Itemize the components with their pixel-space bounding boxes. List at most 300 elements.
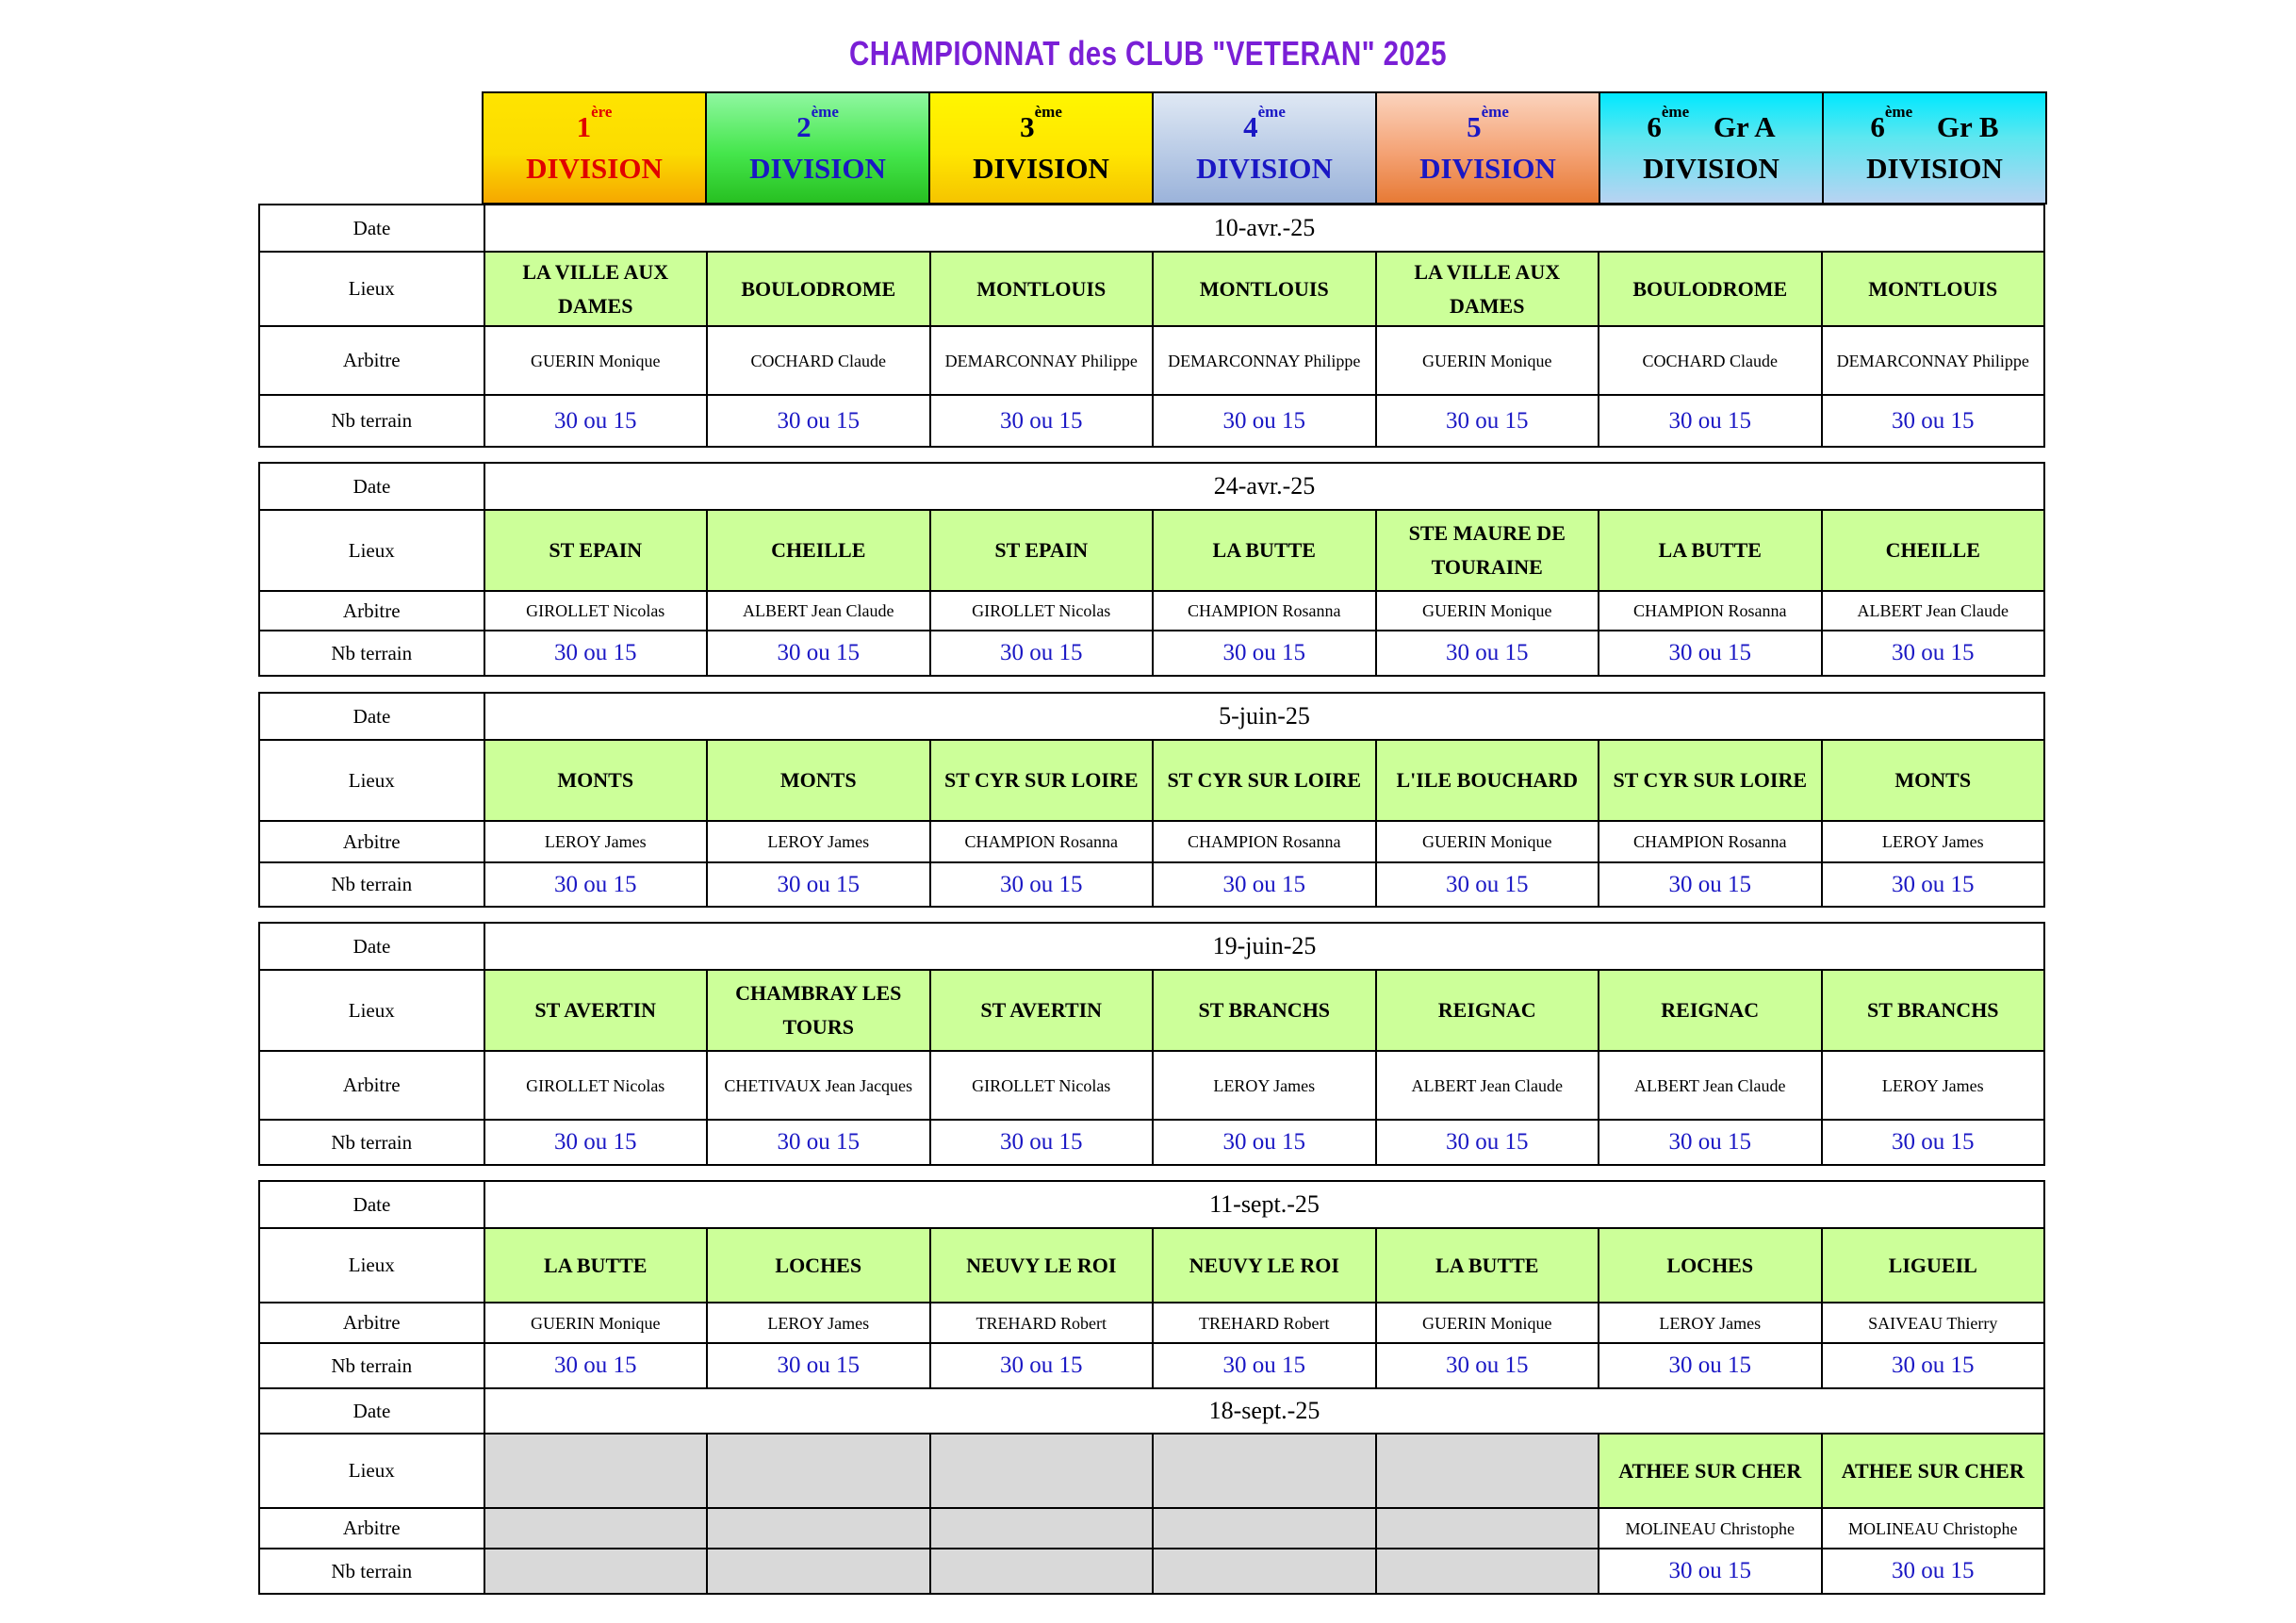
terrain-cell <box>1821 631 2044 675</box>
division-number <box>484 103 705 144</box>
division-number <box>930 103 1152 144</box>
terrain-cell-text: 30 ou 15 <box>1892 1129 1975 1155</box>
referee-cell-text: LEROY James <box>1659 1313 1762 1333</box>
table-row <box>260 394 2043 446</box>
referee-cell <box>1152 592 1375 630</box>
venue-cell <box>1375 971 1599 1050</box>
terrain-cell-text: 30 ou 15 <box>554 1352 637 1378</box>
referee-cell <box>929 1509 1153 1548</box>
terrain-cell <box>929 631 1153 675</box>
nb-terrain-label-text: Nb terrain <box>331 1353 413 1377</box>
venue-cell-text: REIGNAC <box>1437 998 1536 1022</box>
round-date-text: 24-avr.-25 <box>1213 472 1316 500</box>
table-row <box>260 1050 2043 1119</box>
division-number <box>1600 103 1822 144</box>
referee-cell <box>1152 1509 1375 1548</box>
arbitre-label <box>260 1509 484 1548</box>
referee-cell-text: TREHARD Robert <box>976 1313 1107 1333</box>
terrain-cell <box>484 1549 707 1593</box>
division-header-4 <box>1152 91 1377 205</box>
nb-terrain-label-text: Nb terrain <box>331 873 413 895</box>
venue-cell <box>484 741 707 820</box>
referee-cell <box>484 1303 707 1342</box>
terrain-cell-text: 30 ou 15 <box>1000 871 1083 897</box>
lieux-label <box>260 741 484 820</box>
venue-cell-text: ATHEE SUR CHER <box>1841 1458 2025 1483</box>
referee-cell <box>706 592 929 630</box>
lieux-label <box>260 1229 484 1302</box>
referee-cell <box>706 1303 929 1342</box>
referee-cell <box>1152 1052 1375 1119</box>
terrain-cell <box>1375 1549 1599 1593</box>
date-label <box>260 464 484 509</box>
table-row <box>260 694 2043 739</box>
referee-cell-text: COCHARD Claude <box>750 351 886 370</box>
terrain-cell <box>706 1121 929 1164</box>
referee-cell <box>706 1509 929 1548</box>
lieux-label-text: Lieux <box>348 1459 395 1482</box>
table-row <box>260 1507 2043 1548</box>
date-label <box>260 694 484 739</box>
division-label: DIVISION <box>1643 152 1779 185</box>
venue-cell-text: LA VILLE AUX DAMES <box>522 259 669 318</box>
venue-cell <box>929 253 1153 325</box>
referee-cell-text: TREHARD Robert <box>1199 1313 1330 1333</box>
venue-cell <box>706 1229 929 1302</box>
arbitre-label <box>260 327 484 394</box>
arbitre-label-text: Arbitre <box>342 829 401 853</box>
terrain-cell-text: 30 ou 15 <box>777 1352 860 1378</box>
date-label-text: Date <box>353 1399 391 1422</box>
terrain-cell-text: 30 ou 15 <box>1668 871 1751 897</box>
venue-cell-text: LA VILLE AUX DAMES <box>1414 259 1561 318</box>
referee-cell <box>1375 1052 1599 1119</box>
arbitre-label-text: Arbitre <box>342 598 401 622</box>
terrain-cell-text: 30 ou 15 <box>1000 1129 1083 1155</box>
table-row <box>260 1387 2043 1433</box>
venue-cell <box>1821 1229 2044 1302</box>
venue-cell-text: MONTS <box>779 768 857 792</box>
venue-cell-text: LA BUTTE <box>1658 538 1762 562</box>
arbitre-label-text: Arbitre <box>342 349 401 371</box>
referee-cell <box>1152 327 1375 394</box>
referee-cell-text: ALBERT Jean Claude <box>742 601 894 620</box>
terrain-cell <box>929 1344 1153 1387</box>
referee-cell <box>1152 1303 1375 1342</box>
referee-cell <box>1821 1509 2044 1548</box>
referee-cell <box>1598 1052 1821 1119</box>
terrain-cell-text: 30 ou 15 <box>777 871 860 897</box>
venue-cell <box>1821 741 2044 820</box>
terrain-cell-text: 30 ou 15 <box>1668 1558 1751 1583</box>
referee-cell-text: CHAMPION Rosanna <box>1632 832 1787 851</box>
arbitre-label <box>260 1052 484 1119</box>
referee-cell <box>1375 592 1599 630</box>
terrain-cell <box>929 863 1153 906</box>
lieux-label <box>260 1434 484 1507</box>
referee-cell <box>1821 1303 2044 1342</box>
referee-cell-text: LEROY James <box>1213 1075 1316 1095</box>
round-block <box>258 692 2045 908</box>
table-row <box>260 1302 2043 1342</box>
nb-terrain-label <box>260 1549 484 1593</box>
round-block <box>258 1180 2045 1595</box>
venue-cell <box>929 1229 1153 1302</box>
table-row <box>260 820 2043 861</box>
terrain-cell-text: 30 ou 15 <box>1446 1129 1529 1155</box>
terrain-cell <box>1152 1121 1375 1164</box>
round-date <box>484 205 2043 251</box>
lieux-label-text: Lieux <box>348 538 395 562</box>
venue-cell-text: LIGUEIL <box>1888 1253 1977 1277</box>
round-date <box>484 694 2043 739</box>
venue-cell-text: LOCHES <box>1666 1253 1754 1277</box>
terrain-cell-text: 30 ou 15 <box>554 640 637 665</box>
round-date-text: 5-juin-25 <box>1219 702 1310 730</box>
referee-cell <box>1821 1052 2044 1119</box>
terrain-cell <box>1375 863 1599 906</box>
division-number-text: 1 <box>576 110 592 143</box>
terrain-cell-text: 30 ou 15 <box>1222 640 1305 665</box>
referee-cell <box>929 1052 1153 1119</box>
table-row <box>260 1182 2043 1227</box>
division-group: Gr A <box>1706 110 1776 143</box>
referee-cell-text: COCHARD Claude <box>1642 351 1778 370</box>
venue-cell <box>1152 971 1375 1050</box>
venue-cell-text: LA BUTTE <box>544 1253 648 1277</box>
referee-cell-text: ALBERT Jean Claude <box>1633 1075 1786 1095</box>
terrain-cell <box>1598 631 1821 675</box>
referee-cell-text: ALBERT Jean Claude <box>1411 1075 1564 1095</box>
venue-cell <box>929 511 1153 590</box>
division-number-text: 5 <box>1467 110 1482 143</box>
referee-cell <box>484 1052 707 1119</box>
venue-cell <box>1152 1229 1375 1302</box>
terrain-cell <box>706 1549 929 1593</box>
venue-cell <box>1375 511 1599 590</box>
terrain-cell <box>1152 631 1375 675</box>
venue-cell <box>1152 741 1375 820</box>
venue-cell <box>929 1434 1153 1507</box>
terrain-cell <box>1152 1549 1375 1593</box>
round-block <box>258 462 2045 677</box>
venue-cell <box>706 253 929 325</box>
venue-cell <box>1821 253 2044 325</box>
referee-cell-text: MOLINEAU Christophe <box>1848 1518 2018 1538</box>
venue-cell-text: STE MAURE DE TOURAINE <box>1408 521 1566 579</box>
division-number-text: 2 <box>796 110 812 143</box>
venue-cell <box>1152 1434 1375 1507</box>
venue-cell <box>484 971 707 1050</box>
venue-cell-text: ST CYR SUR LOIRE <box>943 768 1139 792</box>
division-number-text: 3 <box>1020 110 1035 143</box>
terrain-cell <box>484 1121 707 1164</box>
venue-cell <box>1598 511 1821 590</box>
terrain-cell-text: 30 ou 15 <box>554 407 637 434</box>
arbitre-label-text: Arbitre <box>342 1311 401 1334</box>
referee-cell-text: GIROLLET Nicolas <box>972 601 1111 620</box>
lieux-label <box>260 511 484 590</box>
arbitre-label-text: Arbitre <box>342 1074 401 1096</box>
referee-cell-text: LEROY James <box>1881 1075 1984 1095</box>
venue-cell-text: MONTS <box>557 768 634 792</box>
venue-cell <box>1598 253 1821 325</box>
nb-terrain-label <box>260 1121 484 1164</box>
terrain-cell <box>1152 396 1375 446</box>
venue-cell <box>1821 511 2044 590</box>
terrain-cell <box>1152 1344 1375 1387</box>
division-ordinal: ème <box>1257 103 1286 121</box>
referee-cell <box>706 327 929 394</box>
terrain-cell-text: 30 ou 15 <box>1446 407 1529 434</box>
terrain-cell-text: 30 ou 15 <box>1446 640 1529 665</box>
round-date-text: 11-sept.-25 <box>1209 1190 1320 1218</box>
terrain-cell <box>1375 1121 1599 1164</box>
terrain-cell <box>706 396 929 446</box>
terrain-cell-text: 30 ou 15 <box>1000 407 1083 434</box>
venue-cell-text: MONTS <box>1894 768 1972 792</box>
terrain-cell <box>706 631 929 675</box>
round-date <box>484 924 2043 969</box>
round-date-text: 19-juin-25 <box>1212 932 1317 959</box>
referee-cell-text: CHAMPION Rosanna <box>1187 832 1341 851</box>
division-ordinal: ème <box>1884 103 1913 121</box>
venue-cell-text: L'ILE BOUCHARD <box>1396 768 1579 792</box>
division-header-7 <box>1822 91 2047 205</box>
terrain-cell <box>1598 396 1821 446</box>
referee-cell <box>1598 327 1821 394</box>
referee-cell-text: LEROY James <box>1881 832 1984 851</box>
nb-terrain-label-text: Nb terrain <box>331 641 413 664</box>
terrain-cell <box>1598 1344 1821 1387</box>
table-row <box>260 1119 2043 1164</box>
nb-terrain-label <box>260 863 484 906</box>
venue-cell-text: ST BRANCHS <box>1866 998 1999 1022</box>
venue-cell-text: ST CYR SUR LOIRE <box>1167 768 1362 792</box>
referee-cell <box>1598 592 1821 630</box>
terrain-cell <box>1375 1344 1599 1387</box>
terrain-cell <box>1821 1121 2044 1164</box>
terrain-cell-text: 30 ou 15 <box>777 1129 860 1155</box>
nb-terrain-label-text: Nb terrain <box>331 1559 413 1582</box>
date-label <box>260 1182 484 1227</box>
venue-cell <box>484 511 707 590</box>
referee-cell <box>929 822 1153 861</box>
terrain-cell-text: 30 ou 15 <box>1892 1558 1975 1583</box>
venue-cell <box>1598 971 1821 1050</box>
date-label-text: Date <box>353 704 391 728</box>
terrain-cell <box>706 1344 929 1387</box>
terrain-cell <box>1598 1549 1821 1593</box>
venue-cell-text: ST EPAIN <box>549 538 643 562</box>
referee-cell <box>484 1509 707 1548</box>
date-label-text: Date <box>353 1192 391 1216</box>
division-ordinal: ème <box>1034 103 1062 121</box>
round-date-text: 10-avr.-25 <box>1213 214 1316 241</box>
terrain-cell-text: 30 ou 15 <box>777 640 860 665</box>
round-date <box>484 1182 2043 1227</box>
terrain-cell <box>929 1121 1153 1164</box>
date-label <box>260 924 484 969</box>
round-date <box>484 1389 2043 1433</box>
venue-cell-text: ST AVERTIN <box>980 998 1103 1022</box>
terrain-cell <box>1152 863 1375 906</box>
table-row <box>260 251 2043 325</box>
referee-cell <box>929 1303 1153 1342</box>
date-label <box>260 1389 484 1433</box>
arbitre-label <box>260 592 484 630</box>
page-title: CHAMPIONNAT des CLUB "VETERAN" 2025 <box>849 34 1447 73</box>
venue-cell-text: CHAMBRAY LES TOURS <box>735 981 902 1039</box>
referee-cell-text: GUERIN Monique <box>531 351 661 370</box>
venue-cell <box>484 253 707 325</box>
division-number <box>707 103 928 144</box>
venue-cell <box>1821 1434 2044 1507</box>
terrain-cell <box>929 396 1153 446</box>
venue-cell-text: LA BUTTE <box>1212 538 1316 562</box>
terrain-cell-text: 30 ou 15 <box>1892 871 1975 897</box>
division-header-2 <box>705 91 930 205</box>
terrain-cell <box>1821 1549 2044 1593</box>
venue-cell <box>1375 741 1599 820</box>
referee-cell <box>1598 1303 1821 1342</box>
nb-terrain-label <box>260 631 484 675</box>
terrain-cell-text: 30 ou 15 <box>1668 1352 1751 1378</box>
referee-cell-text: SAIVEAU Thierry <box>1868 1313 1998 1333</box>
arbitre-label-text: Arbitre <box>342 1516 401 1539</box>
referee-cell-text: GUERIN Monique <box>531 1313 661 1333</box>
referee-cell <box>1821 592 2044 630</box>
table-row <box>260 1227 2043 1302</box>
venue-cell <box>1598 741 1821 820</box>
referee-cell-text: LEROY James <box>544 832 647 851</box>
terrain-cell <box>484 396 707 446</box>
terrain-cell-text: 30 ou 15 <box>1222 1129 1305 1155</box>
referee-cell <box>1821 327 2044 394</box>
lieux-label-text: Lieux <box>348 998 395 1022</box>
division-number-text: 6 <box>1870 110 1885 143</box>
venue-cell-text: ST AVERTIN <box>534 998 657 1022</box>
referee-cell <box>1821 822 2044 861</box>
table-row <box>260 205 2043 251</box>
referee-cell <box>929 327 1153 394</box>
terrain-cell <box>1598 863 1821 906</box>
table-row <box>260 325 2043 394</box>
division-ordinal: ème <box>811 103 839 121</box>
referee-cell-text: GIROLLET Nicolas <box>526 601 665 620</box>
referee-cell-text: DEMARCONNAY Philippe <box>944 351 1138 370</box>
venue-cell <box>484 1434 707 1507</box>
lieux-label <box>260 971 484 1050</box>
lieux-label-text: Lieux <box>348 768 395 792</box>
division-label: DIVISION <box>1419 152 1556 185</box>
referee-cell-text: LEROY James <box>767 1313 870 1333</box>
terrain-cell-text: 30 ou 15 <box>1892 407 1975 434</box>
referee-cell <box>1598 1509 1821 1548</box>
referee-cell-text: LEROY James <box>767 832 870 851</box>
terrain-cell <box>484 631 707 675</box>
round-block <box>258 922 2045 1166</box>
terrain-cell-text: 30 ou 15 <box>777 407 860 434</box>
referee-cell-text: CHAMPION Rosanna <box>1187 601 1341 620</box>
venue-cell <box>1375 1434 1599 1507</box>
referee-cell-text: MOLINEAU Christophe <box>1625 1518 1795 1538</box>
venue-cell-text: MONTLOUIS <box>1199 276 1329 301</box>
division-label: DIVISION <box>1866 152 2003 185</box>
venue-cell-text: CHEILLE <box>771 538 866 562</box>
terrain-cell-text: 30 ou 15 <box>1000 1352 1083 1378</box>
terrain-cell-text: 30 ou 15 <box>1668 640 1751 665</box>
terrain-cell-text: 30 ou 15 <box>1446 1352 1529 1378</box>
nb-terrain-label <box>260 396 484 446</box>
terrain-cell-text: 30 ou 15 <box>1222 407 1305 434</box>
venue-cell <box>1375 253 1599 325</box>
referee-cell-text: GIROLLET Nicolas <box>972 1075 1111 1095</box>
venue-cell <box>484 1229 707 1302</box>
referee-cell <box>484 822 707 861</box>
referee-cell <box>1375 1509 1599 1548</box>
venue-cell <box>706 1434 929 1507</box>
terrain-cell <box>706 863 929 906</box>
venue-cell <box>1152 511 1375 590</box>
date-label <box>260 205 484 251</box>
venue-cell-text: ST EPAIN <box>994 538 1089 562</box>
referee-cell-text: CHAMPION Rosanna <box>964 832 1118 851</box>
table-row <box>260 739 2043 820</box>
terrain-cell-text: 30 ou 15 <box>1222 871 1305 897</box>
referee-cell <box>929 592 1153 630</box>
terrain-cell-text: 30 ou 15 <box>1892 1352 1975 1378</box>
terrain-cell <box>929 1549 1153 1593</box>
division-number-text: 4 <box>1243 110 1258 143</box>
lieux-label-text: Lieux <box>348 277 395 300</box>
table-row <box>260 630 2043 675</box>
referee-cell-text: ALBERT Jean Claude <box>1857 601 2009 620</box>
venue-cell-text: NEUVY LE ROI <box>966 1253 1117 1277</box>
referee-cell-text: GIROLLET Nicolas <box>526 1075 665 1095</box>
terrain-cell <box>1821 863 2044 906</box>
venue-cell <box>929 971 1153 1050</box>
venue-cell-text: MONTLOUIS <box>1868 276 1998 301</box>
terrain-cell-text: 30 ou 15 <box>1446 871 1529 897</box>
terrain-cell <box>484 1344 707 1387</box>
division-number <box>1377 103 1599 144</box>
venue-cell-text: BOULODROME <box>1632 276 1788 301</box>
round-date-text: 18-sept.-25 <box>1208 1397 1320 1424</box>
venue-cell <box>706 511 929 590</box>
date-label-text: Date <box>353 934 391 958</box>
venue-cell-text: REIGNAC <box>1661 998 1760 1022</box>
terrain-cell-text: 30 ou 15 <box>1668 1129 1751 1155</box>
referee-cell <box>1598 822 1821 861</box>
referee-cell-text: CHAMPION Rosanna <box>1632 601 1787 620</box>
lieux-label <box>260 253 484 325</box>
division-header-3 <box>928 91 1154 205</box>
venue-cell-text: NEUVY LE ROI <box>1189 1253 1339 1277</box>
arbitre-label <box>260 1303 484 1342</box>
division-number <box>1154 103 1375 144</box>
referee-cell-text: GUERIN Monique <box>1422 601 1552 620</box>
venue-cell-text: LA BUTTE <box>1435 1253 1539 1277</box>
terrain-cell-text: 30 ou 15 <box>1222 1352 1305 1378</box>
referee-cell <box>1375 1303 1599 1342</box>
referee-cell <box>706 1052 929 1119</box>
terrain-cell <box>1598 1121 1821 1164</box>
division-number-text: 6 <box>1647 110 1662 143</box>
terrain-cell <box>1375 631 1599 675</box>
referee-cell-text: CHETIVAUX Jean Jacques <box>724 1075 913 1095</box>
division-header-5 <box>1375 91 1600 205</box>
